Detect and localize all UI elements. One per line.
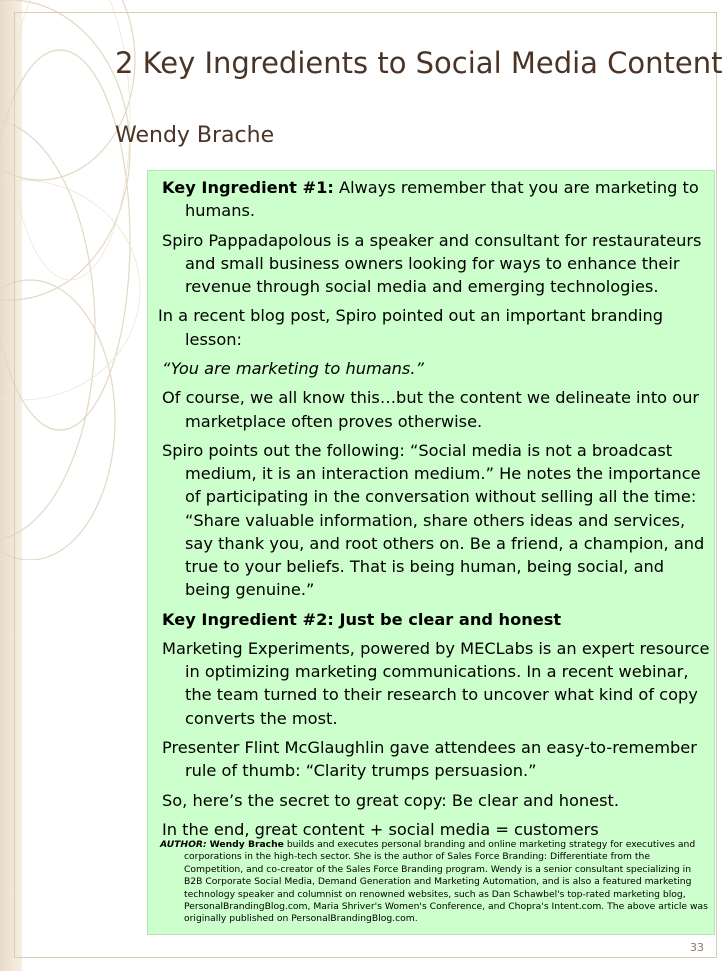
paragraph-quote: “You are marketing to humans.” bbox=[162, 358, 424, 378]
paragraph-secret: So, here’s the secret to great copy: Be clear and honest. bbox=[162, 790, 620, 810]
author-bio bbox=[158, 839, 710, 926]
content-body bbox=[158, 176, 714, 847]
key-ingredient-1 bbox=[158, 176, 714, 222]
paragraph-conclusion: In the end, great content + social media = customers bbox=[162, 819, 599, 839]
paragraph-spiro-points: Spiro points out the following: “Social media is not a broadcast medium, it is an interaction medium.” He notes the importance of participating in the conversation without selling all the time: “Share valuable information, share others ideas and services, say thank you, and root others on. Be a friend, a champion, and true to your beliefs. That is being human, being social, and being genuine.” bbox=[162, 440, 705, 600]
paragraph-blog-post: In a recent blog post, Spiro pointed out an important branding lesson: bbox=[158, 306, 664, 349]
key-ingredient-1-text: Always remember that you are marketing to humans. bbox=[185, 178, 699, 221]
key-ingredient-1-label: Key Ingredient #1: bbox=[162, 178, 334, 197]
key-ingredient-2: Key Ingredient #2: Just be clear and honest bbox=[162, 609, 562, 629]
paragraph-of-course: Of course, we all know this…but the content we delineate into our marketplace often proves otherwise. bbox=[162, 388, 700, 431]
paragraph-presenter: Presenter Flint McGlaughlin gave attendees an easy-to-remember rule of thumb: “Clarity trumps persuasion.” bbox=[162, 737, 697, 781]
page-number: 33 bbox=[690, 941, 704, 954]
author-label: AUTHOR: bbox=[160, 839, 207, 850]
paragraph-marketing-experiments: Marketing Experiments, powered by MECLabs is an expert resource in optimizing marketing communications. In a recent webinar, the team turned to their research to uncover what kind of copy converts the most. bbox=[162, 638, 710, 728]
author-name: Wendy Brache bbox=[209, 839, 284, 850]
paragraph-spiro-intro: Spiro Pappadapolous is a speaker and consultant for restaurateurs and small business owners looking for ways to enhance their revenue through social media and emerging technologies. bbox=[162, 230, 702, 296]
page-subtitle: Wendy Brache bbox=[115, 123, 275, 148]
author-bio-text: builds and executes personal branding and online marketing strategy for executives and corporations in the high-tech sector. She is the author of Sales Force Branding: Differentiate from the Competition, and co-creator of the Sales Force Branding program. Wendy is a senior consultant specializing in B2B Corporate Social Media, Demand Generation and Marketing Automation, and is also a featured marketing technology speaker and columnist on renowned websites, such as Dan Schawbel's top-rated marketing blog, PersonalBrandingBlog.com, Maria Shriver's Women's Conference, and Chopra's Intent.com. The above article was originally published on PersonalBrandingBlog.com. bbox=[184, 839, 708, 925]
page-title: 2 Key Ingredients to Social Media Content bbox=[115, 46, 723, 80]
